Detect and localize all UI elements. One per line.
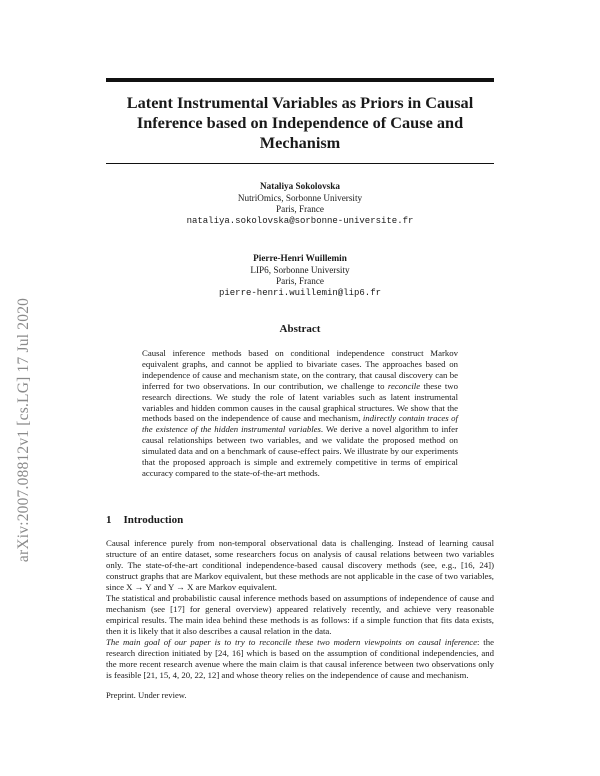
title-top-rule <box>106 78 494 82</box>
author-name: Nataliya Sokolovska <box>260 181 340 191</box>
abstract-heading: Abstract <box>279 323 321 335</box>
author-block-1 <box>106 181 494 227</box>
abstract-part-1: Causal inference methods based on conditional independence construct Markov equivalent graphs, and cannot be applied to bivariate cases. The approaches based on independence of cause and mechanism state, on the contrary, that causal discovery can be inferred for two observations. In our contribution, we challenge to <box>142 348 458 391</box>
author-block-2 <box>106 253 494 299</box>
abstract-emphasis-2: indirectly contain traces of the existence of the hidden instrumental variables <box>142 413 458 435</box>
preprint-footer: Preprint. Under review. <box>106 690 187 700</box>
section-title: Introduction <box>123 514 184 526</box>
author-location: Paris, France <box>276 276 324 286</box>
author-name: Pierre-Henri Wuillemin <box>253 253 347 263</box>
author-affiliation: NutriOmics, Sorbonne University <box>237 192 363 203</box>
paper-title: Latent Instrumental Variables as Priors in Causal Inference based on Independence of Cause and Mechanism <box>126 93 474 152</box>
abstract-part-3: . We derive a novel algorithm to infer causal relationships between two variables, and we validate the proposed method on simulated data and on a benchmark of cause-effect pairs. We illustrate by our experiments that the proposed approach is simple and extremely competitive in terms of empirical accuracy compared to the state-of-the-art methods. <box>142 424 458 478</box>
intro-paragraph-3-emphasis: The main goal of our paper is to try to reconcile these two modern viewpoints on causal inference <box>106 637 478 647</box>
abstract-text <box>142 348 458 479</box>
abstract-emphasis-1: reconcile <box>387 380 421 391</box>
section-heading <box>106 514 195 526</box>
abstract-part-2: these two research directions. We study the role of latent variables such as latent instrumental variables and hidden common causes in the causal graphical structures. We show that the methods based on the independence of cause and mechanism, <box>142 380 458 424</box>
author-email[interactable]: pierre-henri.wuillemin@lip6.fr <box>218 287 382 298</box>
arxiv-identifier-text: arXiv:2007.08812v1 [cs.LG] 17 Jul 2020 <box>15 297 32 563</box>
intro-paragraph-3-rest: : the research direction initiated by [24, 16] which is based on the assumption of conditional independencies, and the more recent research avenue where the main claim is that causal inference between two observations only is feasible [21, 15, 4, 20, 22, 12] and whose theory relies on the independence of cause and mechanism. <box>106 637 494 680</box>
title-bottom-rule <box>106 163 494 164</box>
intro-paragraph-2: The statistical and probabilistic causal inference methods based on assumptions of independence of cause and mechanism (see [17] for general overview) appeared relatively recently, and achieve very reasonable empirical results. The main idea behind these methods is as follows: if a simple function that fits data exists, then it is likely that it also describes a causal relation in the data. <box>106 593 494 636</box>
arxiv-identifier <box>14 215 34 645</box>
author-location: Paris, France <box>276 204 324 214</box>
intro-paragraph-1: Causal inference purely from non-temporal observational data is challenging. Instead of learning causal structure of an entire dataset, some researchers focus on analysis of causal relations between two variables only. The state-of-the-art conditional independence-based causal discovery methods (see, e.g., [16, 24]) construct graphs that are Markov equivalent, but these methods are not applicable in the case of two variables, since X → Y and Y → X are Markov equivalent. <box>106 538 494 592</box>
author-affiliation: LIP6, Sorbonne University <box>250 264 350 275</box>
section-number: 1 <box>106 514 112 526</box>
intro-paragraph-3 <box>106 637 494 681</box>
author-email[interactable]: nataliya.sokolovska@sorbonne-universite.fr <box>186 215 414 226</box>
